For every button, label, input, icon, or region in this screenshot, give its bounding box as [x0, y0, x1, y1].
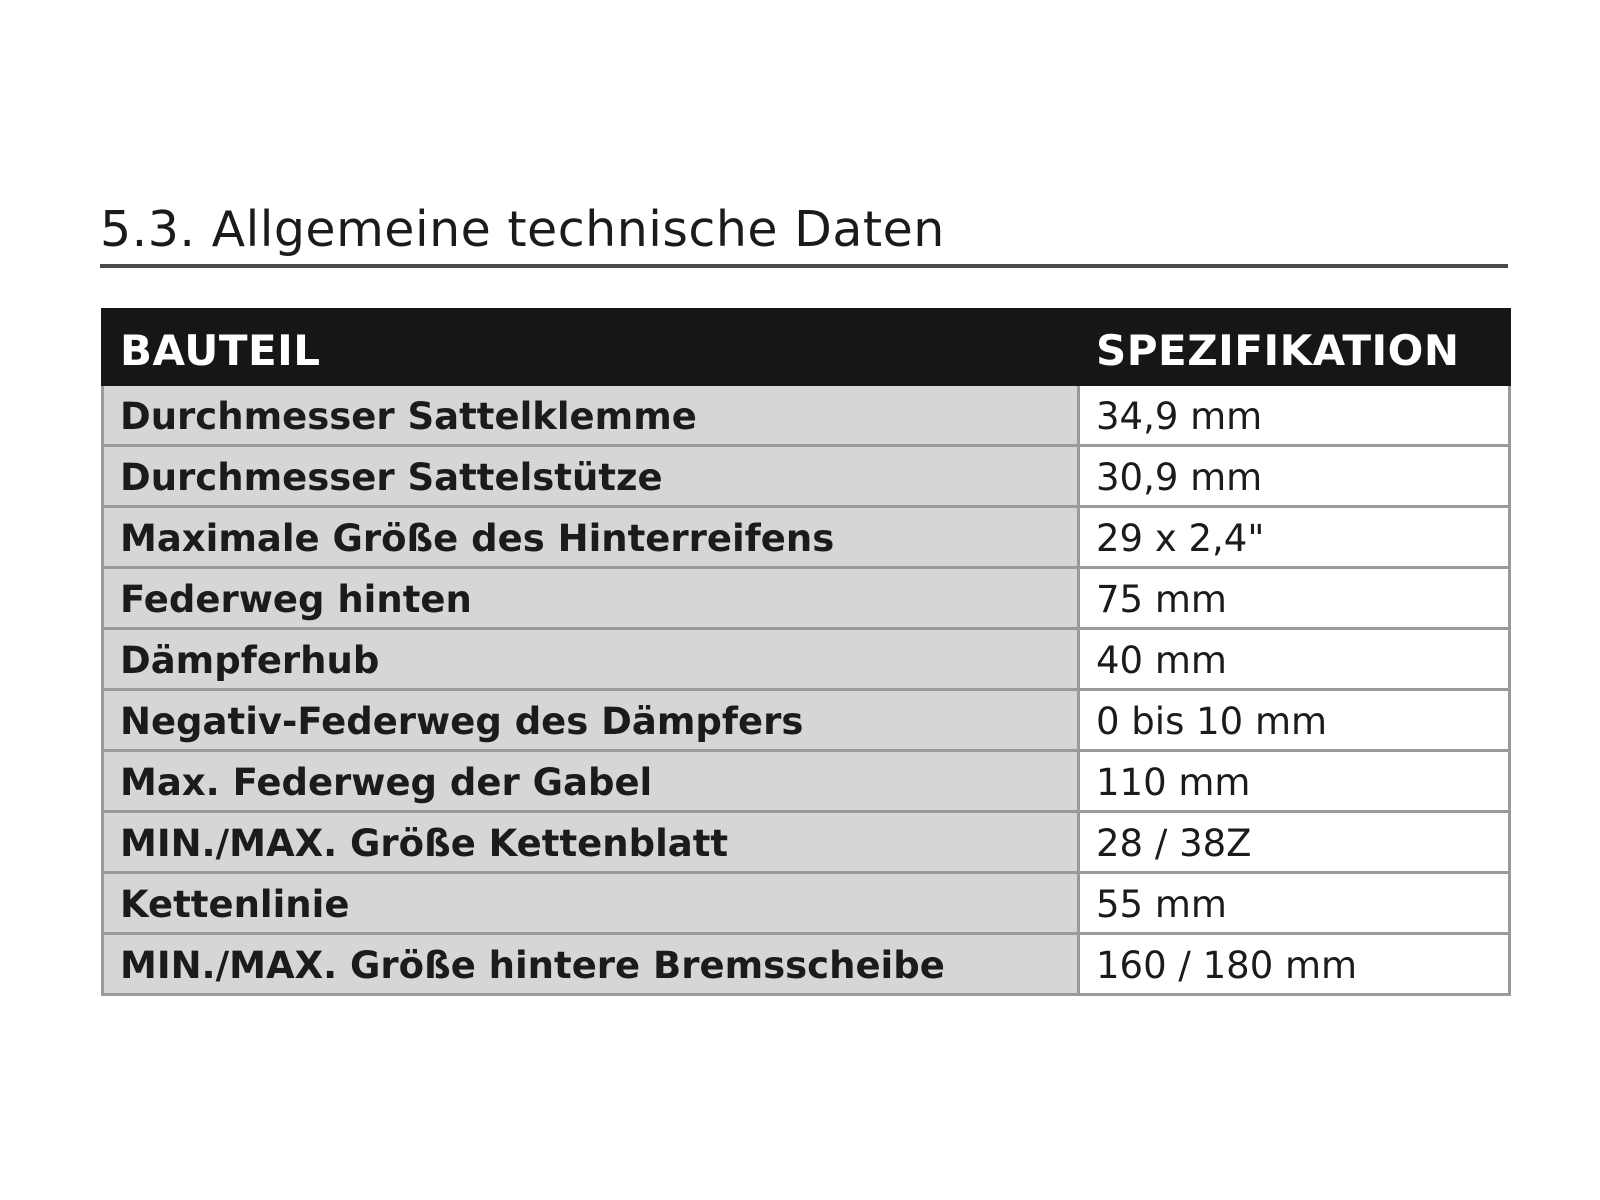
part-cell: MIN./MAX. Größe Kettenblatt	[103, 812, 1079, 873]
table-row	[103, 751, 1510, 812]
part-cell: Dämpferhub	[103, 629, 1079, 690]
table-row	[103, 507, 1510, 568]
section-title: 5.3. Allgemeine technische Daten	[100, 201, 945, 258]
spec-cell: 40 mm	[1079, 629, 1510, 690]
spec-cell: 110 mm	[1079, 751, 1510, 812]
spec-cell: 160 / 180 mm	[1079, 934, 1510, 995]
spec-cell: 0 bis 10 mm	[1079, 690, 1510, 751]
part-cell: Max. Federweg der Gabel	[103, 751, 1079, 812]
spec-cell: 28 / 38Z	[1079, 812, 1510, 873]
spec-cell: 29 x 2,4"	[1079, 507, 1510, 568]
spec-cell: 75 mm	[1079, 568, 1510, 629]
spec-table	[101, 308, 1511, 996]
column-header-part: BAUTEIL	[103, 310, 1079, 385]
table-header-row	[103, 310, 1510, 385]
part-cell: Durchmesser Sattelklemme	[103, 385, 1079, 446]
table-row	[103, 934, 1510, 995]
part-cell: Federweg hinten	[103, 568, 1079, 629]
table-row	[103, 629, 1510, 690]
part-cell: MIN./MAX. Größe hintere Bremsscheibe	[103, 934, 1079, 995]
part-cell: Maximale Größe des Hinterreifens	[103, 507, 1079, 568]
table-row	[103, 690, 1510, 751]
part-cell: Kettenlinie	[103, 873, 1079, 934]
spec-cell: 30,9 mm	[1079, 446, 1510, 507]
part-cell: Negativ-Federweg des Dämpfers	[103, 690, 1079, 751]
table-row	[103, 446, 1510, 507]
table-row	[103, 568, 1510, 629]
table-row	[103, 385, 1510, 446]
spec-cell: 55 mm	[1079, 873, 1510, 934]
section-heading	[100, 196, 1508, 268]
table-row	[103, 873, 1510, 934]
column-header-spec: SPEZIFIKATION	[1079, 310, 1510, 385]
table-row	[103, 812, 1510, 873]
part-cell: Durchmesser Sattelstütze	[103, 446, 1079, 507]
spec-cell: 34,9 mm	[1079, 385, 1510, 446]
